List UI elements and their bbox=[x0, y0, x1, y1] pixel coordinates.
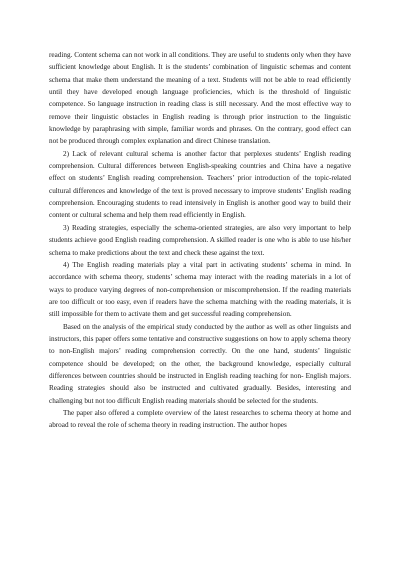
paragraph-overview: The paper also offered a complete overview of the latest researches to schema theory at home and abroad to reveal the role of schema theory in reading instruction. The author hopes bbox=[49, 408, 351, 430]
paragraph-content-schema: reading. Content schema can not work in all conditions. They are useful to students only when they have sufficient knowledge about English. It is the students’ combination of linguistic schemas and content schema that make them understand the meaning of a text. Students will not be able to read efficiently until they have developed enough language proficiencies, which is the threshold of linguistic competence. So language instruction in reading class is still necessary. And the most effective way to remove their linguistic obstacles in English reading is through prior instruction to the linguistic knowledge by paraphrasing with simple, familiar words and phrases. On the contrary, good effect can not be produced through complex explanation and direct Chinese translation. bbox=[49, 51, 351, 146]
paragraph-reading-materials: 4) The English reading materials play a vital part in activating students’ schema in mind. In accordance with schema theory, students’ schema may interact with the reading materials in a lot of ways to produce varying degrees of non-comprehension or miscomprehension. If the reading materials are too difficult or too easy, even if readers have the schema matching with the reading materials, it is still impossible for them to activate them and get successful reading comprehension. bbox=[49, 260, 351, 319]
paragraph-reading-strategies: 3) Reading strategies, especially the schema-oriented strategies, are also very important to help students achieve good English reading comprehension. A skilled reader is one who is able to use his/her schema to make predictions about the text and check these against the text. bbox=[49, 223, 351, 257]
paragraph-cultural-schema: 2) Lack of relevant cultural schema is another factor that perplexes students’ English reading comprehension. Cultural differences between English-speaking countries and China have a negative effect on students’ English reading comprehension. Teachers’ prior introduction of the topic-related cultural differences and knowledge of the text is proved necessary to improve students’ English reading comprehension. Encouraging students to read intensively in English is another good way to build their content or cultural schema and help them read efficiently in English. bbox=[49, 149, 351, 220]
paragraph-suggestions: Based on the analysis of the empirical study conducted by the author as well as other linguists and instructors, this paper offers some tentative and constructive suggestions on how to apply schema theory to non-English majors’ reading comprehension correctly. On the one hand, students’ linguistic competence should be developed; on the other, the background knowledge, especially cultural differences between countries should be instructed in English reading teaching for non- English majors. Reading strategies should also be instructed and cultivated gradually. Besides, interesting and challenging but not too difficult English reading materials should be selected for the students. bbox=[49, 322, 351, 405]
body-text bbox=[49, 49, 351, 432]
